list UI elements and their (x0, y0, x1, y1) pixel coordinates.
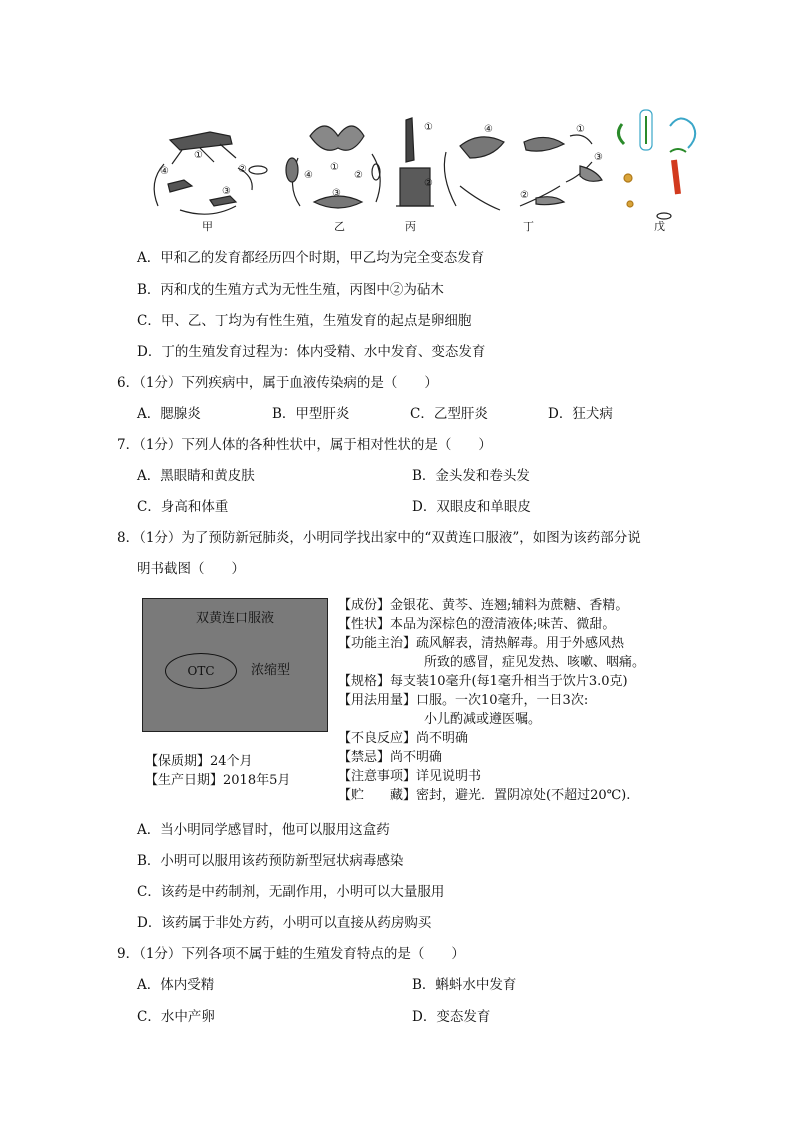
panel-label-jia: 甲 (202, 220, 213, 233)
bing-num-1: ① (424, 122, 433, 133)
q6-option-d[interactable]: D．狂犬病 (548, 406, 613, 422)
ding-num-1: ① (576, 124, 585, 135)
q9-option-d[interactable]: D．变态发育 (412, 1009, 491, 1025)
yi-num-2: ② (354, 170, 363, 181)
ding-num-2: ② (520, 190, 529, 201)
jia-num-1: ① (194, 150, 203, 161)
q7-option-c[interactable]: C．身高和体重 (137, 499, 229, 515)
q9-option-b[interactable]: B．蝌蚪水中发育 (412, 977, 517, 993)
jia-num-2: ② (238, 164, 247, 175)
q6-option-c[interactable]: C．乙型肝炎 (410, 406, 488, 422)
label-line: 【用法用量】口服。一次10毫升，一日3次: (338, 693, 589, 708)
label-line: 【禁忌】尚不明确 (338, 750, 443, 765)
label-line: 小儿酌减或遵医嘱。 (424, 712, 542, 727)
q5-option-a[interactable]: A．甲和乙的发育都经历四个时期，甲乙均为完全变态发育 (137, 250, 485, 266)
bing-num-2: ② (424, 178, 433, 189)
q8-option-a[interactable]: A．当小明同学感冒时，他可以服用这盒药 (137, 822, 390, 838)
q8-stem-line-2: 明书截图（ ） (137, 561, 245, 577)
q8-option-c[interactable]: C．该药是中药制剂，无副作用，小明可以大量服用 (137, 884, 445, 900)
q9-option-c[interactable]: C．水中产卵 (137, 1009, 215, 1025)
q7-stem: 7．（1分）下列人体的各种性状中，属于相对性状的是（ ） (117, 437, 492, 453)
label-line: 【贮 藏】密封，避光．置阴凉处(不超过20℃). (338, 788, 631, 803)
label-line: 【规格】每支装10毫升(每1毫升相当于饮片3.0克) (338, 674, 628, 689)
q8-option-d[interactable]: D．该药属于非处方药，小明可以直接从药房购买 (137, 915, 432, 931)
panel-label-yi: 乙 (334, 220, 345, 233)
q7-option-d[interactable]: D．双眼皮和单眼皮 (412, 499, 531, 515)
ding-num-3: ③ (594, 152, 603, 163)
q8-stem-line-1: 8．（1分）为了预防新冠肺炎，小明同学找出家中的“双黄连口服液”，如图为该药部分说 (117, 530, 641, 546)
q9-stem: 9．（1分）下列各项不属于蛙的生殖发育特点的是（ ） (117, 946, 465, 962)
q8-option-b[interactable]: B．小明可以服用该药预防新型冠状病毒感染 (137, 853, 404, 869)
medicine-box-title: 双黄连口服液 (195, 611, 274, 626)
q9-option-a[interactable]: A．体内受精 (137, 977, 215, 993)
jia-num-4: ④ (160, 166, 169, 177)
label-line: 【不良反应】尚不明确 (338, 731, 469, 746)
panel-wu-tissue-culture (618, 110, 695, 219)
label-line: 【功能主治】疏风解表，清热解毒。用于外感风热 (338, 636, 625, 651)
q7-option-b[interactable]: B．金头发和卷头发 (412, 468, 530, 484)
concentrated-label: 浓缩型 (251, 663, 291, 678)
q6-option-b[interactable]: B．甲型肝炎 (272, 406, 350, 422)
shelf-life: 【保质期】24个月 (145, 754, 253, 769)
label-line: 【成份】金银花、黄芩、连翘;辅料为蔗糖、香精。 (338, 598, 629, 613)
yi-num-4: ④ (304, 170, 313, 181)
q5-option-c[interactable]: C．甲、乙、丁均为有性生殖，生殖发育的起点是卵细胞 (137, 313, 472, 329)
ding-num-4: ④ (484, 124, 493, 135)
label-line: 【性状】本品为深棕色的澄清液体;味苦、微甜。 (338, 617, 616, 632)
q5-option-d[interactable]: D．丁的生殖发育过程为：体内受精、水中发育、变态发育 (137, 344, 486, 360)
q6-stem: 6．（1分）下列疾病中，属于血液传染病的是（ ） (117, 375, 438, 391)
jia-num-3: ③ (222, 186, 231, 197)
label-line: 所致的感冒，症见发热、咳嗽、咽痛。 (424, 655, 646, 670)
production-date: 【生产日期】2018年5月 (145, 773, 291, 788)
label-line: 【注意事项】详见说明书 (338, 769, 482, 784)
q6-option-a[interactable]: A．腮腺炎 (137, 406, 201, 422)
otc-badge: OTC (165, 653, 237, 689)
yi-num-1: ① (330, 162, 339, 173)
panel-jia-grasshopper-cycle (154, 132, 267, 214)
panel-label-ding: 丁 (523, 220, 534, 233)
q7-option-a[interactable]: A．黑眼睛和黄皮肤 (137, 468, 255, 484)
panel-label-wu: 戊 (654, 220, 665, 233)
q5-option-b[interactable]: B．丙和戊的生殖方式为无性生殖，丙图中②为砧木 (137, 282, 444, 298)
life-cycle-figure (140, 106, 705, 236)
panel-label-bing: 丙 (405, 220, 416, 233)
yi-num-3: ③ (332, 188, 341, 199)
medicine-box-image (142, 598, 328, 732)
